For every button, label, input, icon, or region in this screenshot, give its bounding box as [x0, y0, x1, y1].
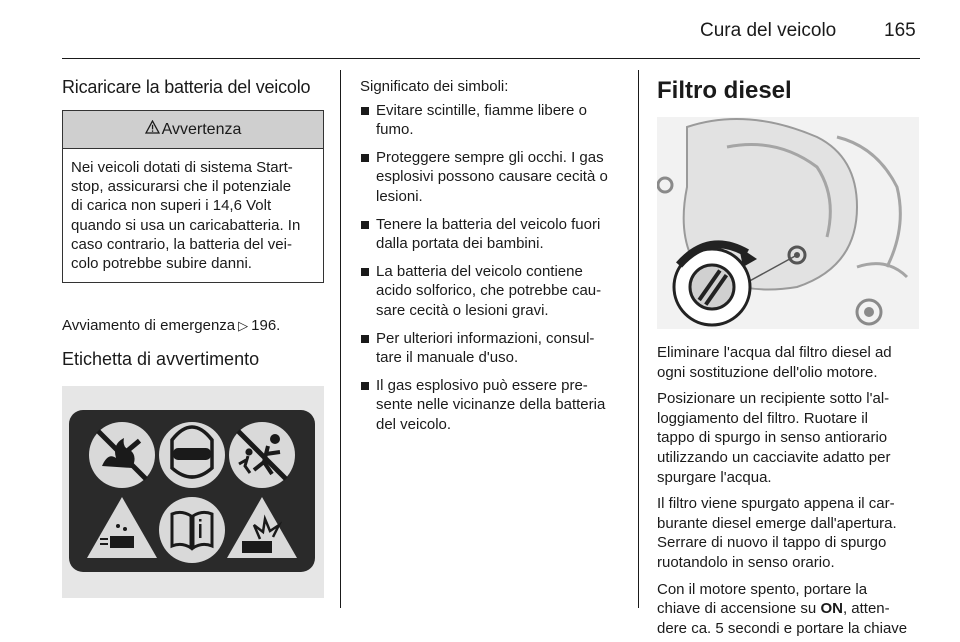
column-divider: [340, 70, 341, 608]
symbol-meaning-list: [360, 101, 626, 435]
jump-start-page-link[interactable]: 196.: [251, 316, 281, 334]
warning-title: Avvertenza: [161, 120, 242, 138]
diesel-filter-paragraph-2: Posizionare un recipiente sotto l'al- loggiamento del filtro. Ruotare il tappo di spurgo in senso antiorario utilizzando un cacciavite adatto per spurgare l'acqua.: [657, 390, 891, 486]
subsection-title-warning-label: Etichetta di avvertimento: [62, 349, 260, 370]
warning-box: [62, 110, 324, 283]
eye-protection-icon: [159, 422, 225, 488]
column-symbol-meanings: [360, 77, 626, 443]
page-ref-arrow-icon: ▷: [238, 317, 249, 333]
diesel-filter-paragraph-1: Eliminare l'acqua dal filtro diesel ad ogni sostituzione dell'olio motore.: [657, 344, 892, 381]
list-item: [360, 329, 626, 368]
list-item: [360, 148, 626, 207]
section-title-diesel-filter: Filtro diesel: [657, 77, 792, 104]
list-item: [360, 215, 626, 254]
column-diesel-filter: [657, 77, 923, 642]
battery-warning-label-illustration: [62, 386, 324, 598]
diesel-filter-figure: [657, 117, 919, 329]
list-item-text: Il gas esplosivo può essere pre- sente nelle vicinanze della batteria del veicolo.: [376, 376, 606, 433]
read-manual-icon: [159, 497, 225, 563]
bullet-square-icon: [361, 335, 369, 343]
bullet-square-icon: [361, 107, 369, 115]
warning-header: [63, 111, 323, 149]
bullet-square-icon: [361, 221, 369, 229]
list-item-text: Per ulteriori informazioni, consul- tare il manuale d'uso.: [376, 329, 595, 367]
symbols-intro: Significato dei simboli:: [360, 78, 509, 95]
header-rule: [62, 58, 920, 59]
ignition-on-label: ON: [820, 600, 843, 618]
list-item-text: La batteria del veicolo contiene acido solforico, che potrebbe cau- sare cecità o lesioni gravi.: [376, 262, 602, 319]
warning-body: Nei veicoli dotati di sistema Start- stop, assicurarsi che il potenziale di carica non superi i 14,6 Volt quando si usa un caricabatteria. In caso contrario, la batteria del vei- colo potrebbe subire danni.: [71, 159, 301, 273]
page-number: 165: [884, 20, 916, 41]
keep-away-children-icon: [229, 422, 295, 488]
jump-start-reference: [62, 296, 326, 335]
list-item-text: Tenere la batteria del veicolo fuori dalla portata dei bambini.: [376, 215, 601, 253]
list-item-text: Proteggere sempre gli occhi. I gas esplosivi possono causare cecità o lesioni.: [376, 148, 608, 205]
battery-warning-label-figure: [62, 386, 324, 598]
bullet-square-icon: [361, 382, 369, 390]
section-title-battery-charging: Ricaricare la batteria del veicolo: [62, 77, 311, 97]
warning-triangle-icon: [145, 120, 160, 139]
list-item-text: Evitare scintille, fiamme libere o fumo.: [376, 101, 587, 139]
column-battery-charging: [62, 77, 326, 598]
paragraph-4-start: Con il motore spento, portare la chiave di accensione su: [657, 580, 868, 618]
list-item: [360, 376, 626, 435]
jump-start-text: Avviamento di emergenza: [62, 316, 236, 334]
bullet-square-icon: [361, 154, 369, 162]
diesel-filter-illustration: [657, 117, 919, 329]
running-header-title: Cura del veicolo: [700, 20, 837, 41]
paragraph-4-end: , atten- dere ca. 5 secondi e portare la chiave: [657, 600, 908, 637]
no-flames-icon: [89, 422, 155, 488]
list-item: [360, 262, 626, 321]
diesel-filter-paragraph-4: [657, 580, 923, 639]
diesel-filter-paragraph-3: Il filtro viene spurgato appena il car- burante diesel emerge dall'apertura. Serrare di nuovo il tappo di spurgo ruotandolo in senso orario.: [657, 495, 897, 571]
list-item: [360, 101, 626, 140]
bullet-square-icon: [361, 268, 369, 276]
column-divider: [638, 70, 639, 608]
